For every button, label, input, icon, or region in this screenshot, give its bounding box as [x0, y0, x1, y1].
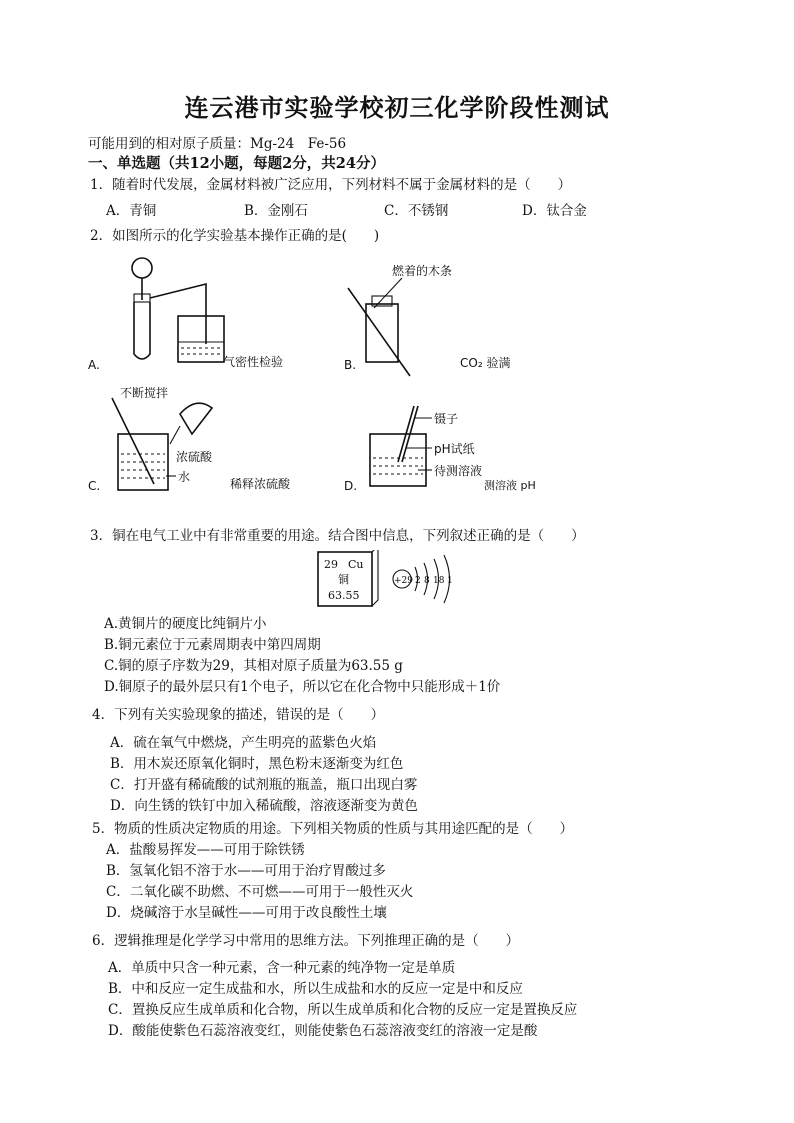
figure-b-caption: CO₂ 验满 [460, 356, 511, 370]
figure-b-burning-stick: 燃着的木条 [392, 264, 453, 278]
question-3-stem: 3．铜在电气工业中有非常重要的用途。结合图中信息，下列叙述正确的是（ ） [90, 528, 585, 544]
figure-d-paper: pH试纸 [434, 442, 475, 456]
figure-d-solution: 待测溶液 [434, 464, 483, 478]
figure-a-label: A. [88, 358, 100, 372]
question-1-stem: 1．随着时代发展，金属材料被广泛应用，下列材料不属于金属材料的是（ ） [90, 177, 572, 193]
question-6-option-b[interactable]: B．中和反应一定生成盐和水，所以生成盐和水的反应一定是中和反应 [108, 981, 523, 997]
figure-c-caption: 稀释浓硫酸 [230, 477, 291, 491]
question-4-stem: 4．下列有关实验现象的描述，错误的是（ ） [92, 707, 385, 723]
question-1-option-a[interactable]: A．青铜 [106, 203, 157, 219]
question-6-option-a[interactable]: A．单质中只含一种元素，含一种元素的纯净物一定是单质 [108, 960, 456, 976]
lab-operations-figure [88, 248, 648, 508]
figure-c-label: C. [88, 479, 101, 493]
figure-a-caption: 气密性检验 [223, 355, 284, 369]
question-5-option-d[interactable]: D．烧碱溶于水呈碱性——可用于改良酸性土壤 [106, 905, 387, 921]
atomic-structure-diagram [393, 555, 453, 603]
figure-c-stir: 不断搅拌 [120, 386, 169, 400]
question-6-option-d[interactable]: D．酸能使紫色石蕊溶液变红，则能使紫色石蕊溶液变红的溶液一定是酸 [108, 1023, 538, 1039]
element-symbol: Cu [348, 558, 364, 571]
question-3-option-d[interactable]: D.铜原子的最外层只有1个电子，所以它在化合物中只能形成＋1价 [104, 679, 501, 695]
figure-d-caption: 测溶液 pH [484, 479, 536, 492]
nucleus-charge: +29 [394, 576, 413, 586]
figure-d-ph-test[interactable] [344, 406, 536, 493]
question-4-option-c[interactable]: C．打开盛有稀硫酸的试剂瓶的瓶盖，瓶口出现白雾 [110, 777, 418, 793]
question-1-option-d[interactable]: D．钛合金 [522, 203, 587, 219]
element-name: 铜 [338, 573, 349, 586]
element-number: 29 [324, 558, 338, 571]
copper-element-figure [316, 550, 476, 608]
question-2-stem: 2．如图所示的化学实验基本操作正确的是( ) [90, 228, 380, 244]
atomic-masses: 可能用到的相对原子质量：Mg-24 Fe-56 [88, 136, 347, 152]
shell-1-electrons: 2 [415, 576, 421, 586]
section-heading: 一、单选题（共12小题，每题2分，共24分） [88, 155, 385, 172]
question-3-option-a[interactable]: A.黄铜片的硬度比纯铜片小 [104, 616, 267, 632]
question-4-option-a[interactable]: A．硫在氧气中燃烧，产生明亮的蓝紫色火焰 [110, 735, 377, 751]
question-5-stem: 5．物质的性质决定物质的用途。下列相关物质的性质与其用途匹配的是（ ） [92, 821, 574, 837]
page-title: 连云港市实验学校初三化学阶段性测试 [184, 93, 610, 122]
figure-a-airtightness[interactable] [88, 258, 283, 372]
figure-b-co2-test[interactable] [344, 263, 510, 376]
question-4-option-b[interactable]: B．用木炭还原氧化铜时，黑色粉末逐渐变为红色 [110, 756, 404, 772]
element-mass: 63.55 [328, 589, 360, 602]
question-4-option-d[interactable]: D．向生锈的铁钉中加入稀硫酸，溶液逐渐变为黄色 [110, 798, 418, 814]
figure-c-water: 水 [178, 470, 191, 484]
figure-c-dilution[interactable] [88, 385, 291, 493]
question-1-option-b[interactable]: B．金刚石 [244, 203, 308, 219]
question-5-option-b[interactable]: B．氢氧化铝不溶于水——可用于治疗胃酸过多 [106, 863, 386, 879]
question-3-option-b[interactable]: B.铜元素位于元素周期表中第四周期 [104, 637, 321, 653]
question-5-option-a[interactable]: A．盐酸易挥发——可用于除铁锈 [106, 842, 305, 858]
figure-b-label: B. [344, 358, 357, 372]
question-5-option-c[interactable]: C．二氧化碳不助燃、不可燃——可用于一般性灭火 [106, 884, 414, 900]
question-1-option-c[interactable]: C．不锈钢 [384, 203, 449, 219]
shell-3-electrons: 18 [433, 576, 445, 586]
figure-c-acid: 浓硫酸 [176, 450, 213, 464]
figure-d-label: D. [344, 479, 358, 493]
shell-2-electrons: 8 [424, 576, 430, 586]
element-cell-copper [318, 550, 378, 606]
question-6-stem: 6．逻辑推理是化学学习中常用的思维方法。下列推理正确的是（ ） [92, 933, 520, 949]
question-6-option-c[interactable]: C．置换反应生成单质和化合物，所以生成单质和化合物的反应一定是置换反应 [108, 1002, 578, 1018]
figure-d-tweezer: 镊子 [434, 412, 459, 426]
shell-4-electrons: 1 [447, 576, 453, 586]
question-3-option-c[interactable]: C.铜的原子序数为29，其相对原子质量为63.55 g [104, 658, 403, 674]
